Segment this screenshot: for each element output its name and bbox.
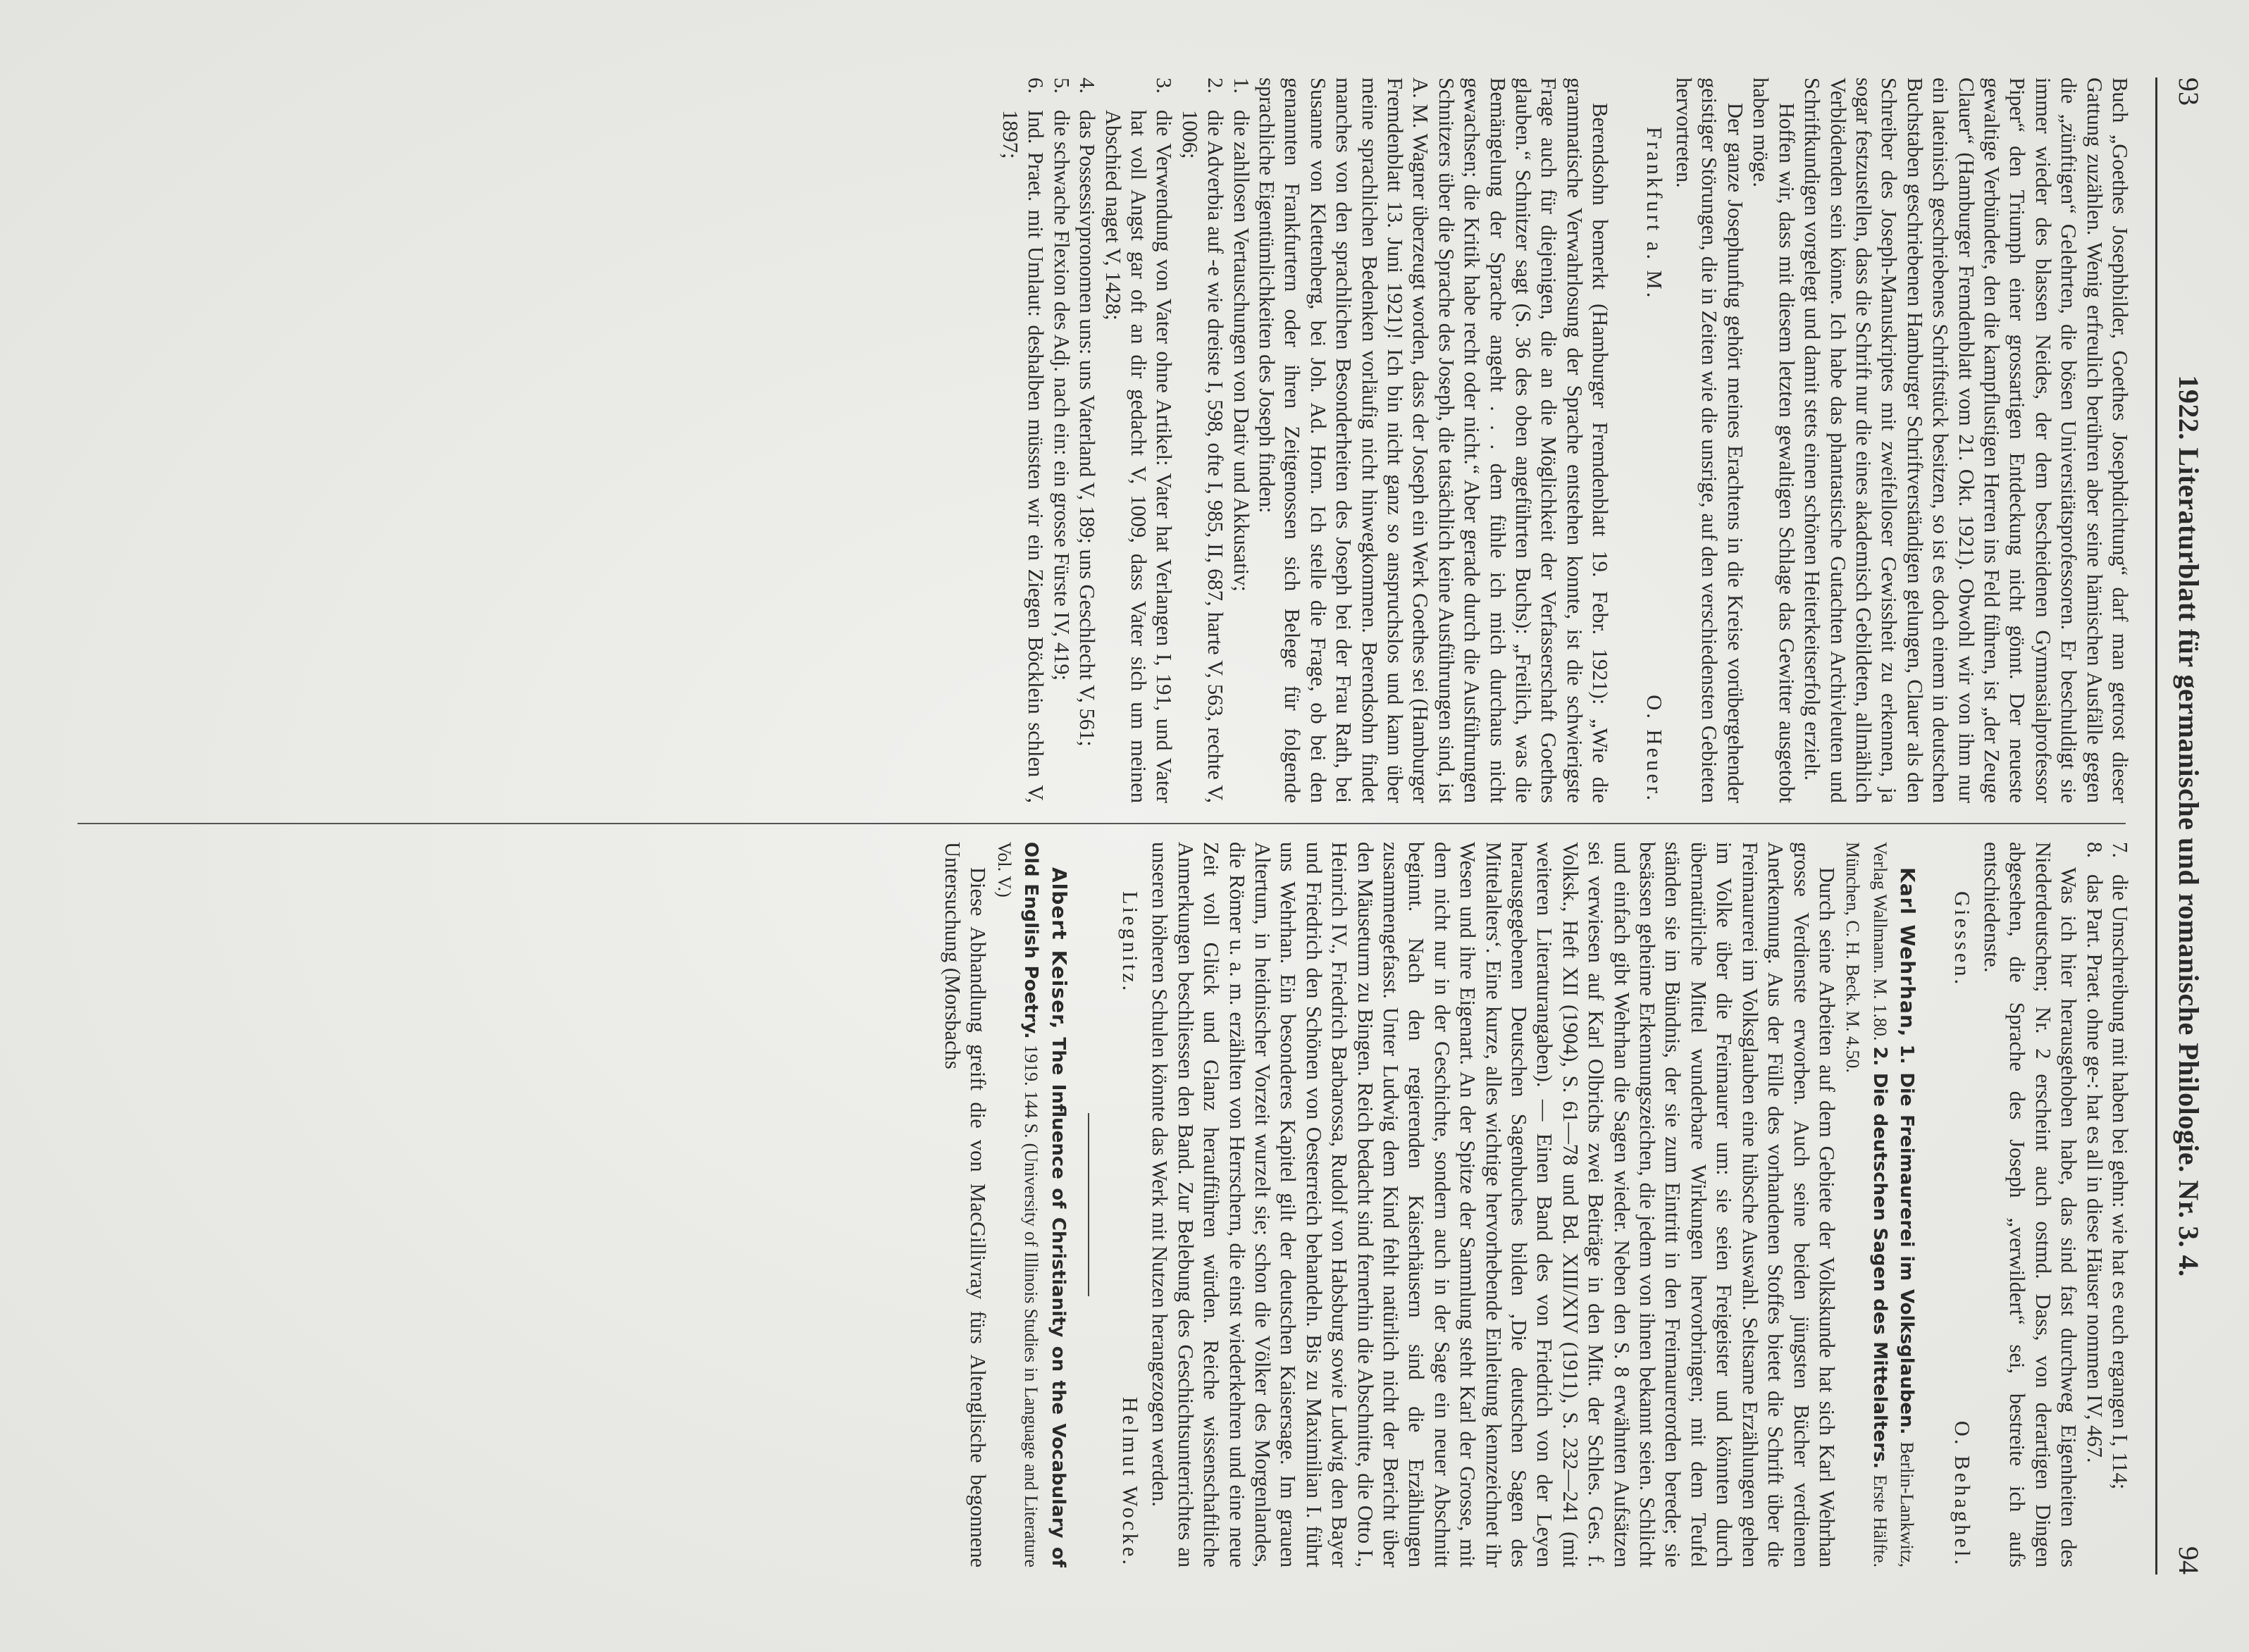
list-number: 3. [1152, 77, 1177, 94]
signature [1117, 842, 1143, 1567]
book-publisher: Berlin-Lankwitz, Verlag Wallmann. M. 1.80. [1869, 842, 1918, 1567]
list-number: 8. [2082, 842, 2107, 858]
list-item [998, 77, 1049, 803]
list-number: 2. [1203, 77, 1228, 94]
paragraph: Der ganze Josephunfug gehört meines Erachtens in die Kreise vorübergehender geistiger Störungen, die in Zeiten wie die unsrige, auf den verschiedensten Gebieten hervortreten. [1672, 77, 1747, 803]
list-item [2081, 842, 2107, 1567]
section-divider [1088, 1113, 1089, 1296]
list-item [1177, 77, 1228, 803]
page-header [2155, 77, 2221, 1575]
paragraph: Buch „Goethes Josephbilder, Goethes Josephdichtung“ darf man getrost dieser Gattung zuzählen. Wenig erfreulich berühren aber seine hämischen Ausfälle gegen die „zünftigen“ Gelehrten, die bösen Universitätsprofessoren. Er beschuldigt sie immer wieder des blassen Neides, der dem bescheidenen Gymnasialprofessor Piper“ den Triumph einer grossartigen Entdeckung nicht gönnt. Der neueste gewaltige Verbündete, den die kampflustigen Herren ins Feld führen, ist „der Zeuge Clauer“ (Hamburger Fremdenblatt vom 21. Okt. 1921). Obwohl wir von ihm nur ein lateinisch geschriebenes Schriftstück besitzen, so ist es doch einem in deutschen Buchstaben geschriebenen Hamburger Schriftverständigen gelungen, Clauer als den Schreiber des Joseph-Manuskriptes mit zweifelloser Gewissheit zu erkennen, ja sogar festzustellen, dass die Schrift nur die eines akademisch Gebildeten, allmählich Verblödenden sein könne. Ich habe das phantastische Gutachten Archivleuten und Schriftkundigen vorgelegt und damit stets einen schönen Heiterkeitserfolg erzielt. [1800, 77, 2132, 803]
book-citation [991, 842, 1072, 1567]
book-title: 1. Die Freimaurerei im Volksglauben. [1896, 1044, 1918, 1435]
list-number: 5. [1049, 77, 1074, 94]
book-author: Albert Keiser, [1047, 867, 1071, 1030]
list-text: die schwache Flexion des Adj. nach ein: ein grosse Fürste IV, 419; [1049, 110, 1074, 681]
signature [1641, 77, 1666, 803]
list-number: 4. [1075, 77, 1100, 94]
journal-title: 1922. Literaturblatt für germanische und romanische Philologie. Nr. 3. 4. [2173, 375, 2205, 1277]
list-item [1228, 77, 1253, 803]
book-title-2: 2. Die deutschen Sagen des Mittelalters. [1869, 1046, 1890, 1470]
signature [1949, 842, 1974, 1567]
paragraph: Diese Abhandlung greift die von MacGillivray fürs Altenglische begonnene Untersuchung (Morsbachs [940, 842, 991, 1567]
page-number-right: 94 [2173, 1546, 2205, 1575]
paragraph: Durch seine Arbeiten auf dem Gebiete der Volkskunde hat sich Karl Wehrhan grosse Verdienste erworben. Auch seine beiden jüngsten Bücher verdienen Anerkennung. Aus der Fülle des vorhandenen Stoffes bietet die Schrift über die Freimaurerei im Volksglauben eine hübsche Auswahl. Seltsame Erzählungen gehen im Volke über die Freimaurer um: sie seien Freigeister und könnten durch übernatürliche Mittel wunderbare Wirkungen hervorbringen; mit dem Teufel ständen sie im Bündnis, der sie zum Eintritt in den Freimaurerorden berede; sie besässen geheime Erkennungszeichen, die jedem von ihnen bekannt seien. Schlicht und einfach gibt Wehrhan die Sagen wieder. Neben den S. 8 erwähnten Aufsätzen sei verwiesen auf Karl Olbrichs zwei Beiträge in den Mitt. der Schles. Ges. f. Volksk., Heft XII (1904), S. 61—78 und Bd. XIII/XIV (1911), S. 232—241 (mit weiteren Literaturangaben). — Einen Band des von Friedrich von der Leyen herausgegebenen Deutschen Sagenbuches bilden ‚Die deutschen Sagen des Mittelalters‘. Eine kurze, alles wichtige hervorhebende Einleitung kennzeichnet ihr Wesen und ihre Eigenart. An der Spitze der Sammlung steht Karl der Grosse, mit dem nicht nur in der Geschichte, sondern auch in der Sage ein neuer Abschnitt beginnt. Nach den regierenden Kaiserhäusern sind die Erzählungen zusammengefasst. Unter Ludwig dem Kind fehlt natürlich nicht der Bericht über den Mäuseturm zu Bingen. Reich bedacht sind fernerhin die Abschnitte, die Otto I., Heinrich IV., Friedrich Barbarossa, Rudolf von Habsburg sowie Ludwig den Bayer und Friedrich den Schönen von Oesterreich behandeln. Bis zu Maximilian I. führt uns Wehrhan. Ein besonderes Kapitel gilt der deutschen Kaisersage. Im grauen Altertum, in heidnischer Vorzeit wurzelt sie; schon die Völker des Morgenlandes, die Römer u. a. m. erzählten von Herrschern, die einst wiederkehren und eine neue Zeit voll Glück und Glanz heraufführen würden. Reiche wissenschaftliche Anmerkungen beschliessen den Band. Zur Belebung des Geschichtsunterrichtes an unseren höheren Schulen könnte das Werk mit Nutzen herangezogen werden. [1148, 842, 1839, 1567]
signature-place: Frankfurt a. M. [1642, 127, 1666, 301]
list-number: 7. [2108, 842, 2132, 858]
list-text: Ind. Praet. mit Umlaut: deshalben müssten wir ein Ziegen Böcklein schlen V, 1897; [998, 110, 1048, 803]
signature-place: Liegnitz. [1117, 891, 1142, 994]
paragraph: Was ich hier herausgehoben habe, das sind fast durchweg Eigenheiten des Niederdeutschen; Nr. 2 erscheint auch ostmd. Dass, von derartigen Dingen abgesehen, die Sprache des Joseph „verwildert“ sei, bestreite ich aufs entschiedenste. [1979, 842, 2081, 1567]
right-column [63, 842, 2133, 1567]
list-item [1074, 77, 1100, 803]
list-text: die Verwendung von Vater ohne Artikel: Vater hat Verlangen I, 191, und Vater hat voll Angst gar oft an dir gedacht V, 1009, dass Vater sich um meinen Abschied naget V, 1428; [1101, 110, 1177, 803]
signature-name: O. Heuer. [1642, 695, 1666, 803]
list-text: das Part. Praet. ohne ge-: hat es all in diese Häuser nommen IV, 467. [2082, 874, 2107, 1463]
page-number-left: 93 [2173, 77, 2205, 106]
book-author: Karl Wehrhan, [1896, 867, 1920, 1038]
left-column [63, 77, 2133, 803]
numbered-list [998, 77, 1254, 803]
list-item [1100, 77, 1177, 803]
list-item [2107, 842, 2133, 1567]
book-publisher: 1919. 144 S. (University of Illinois Studies in Language and Literature Vol. V.) [993, 842, 1042, 1567]
book-title: The Influence of Christianity on the Vocabulary of Old English Poetry. [1020, 842, 1069, 1567]
list-number: 6. [1024, 77, 1048, 94]
book-publisher-2: Erste Hälfte. München, C. H. Beck. M. 4.50. [1842, 842, 1890, 1567]
list-text: die Adverbia auf -e wie dreiste I, 598, ofte I, 985, II, 687, harte V, 563, rechte V, 1006; [1177, 110, 1228, 803]
list-number: 1. [1229, 77, 1253, 94]
list-item [1048, 77, 1074, 803]
list-text: das Possessivpronomen uns: uns Vaterland V, 189; uns Geschlecht V, 561; [1075, 110, 1100, 747]
column-divider [78, 823, 2126, 824]
paragraph: Berendsohn bemerkt (Hamburger Fremdenblatt 19. Febr. 1921): „Wie die grammatische Verwahrlosung der Sprache entstehen konnte, ist die schwierigste Frage auch für diejenigen, die an die Möglichkeit der Verfasserschaft Goethes glauben.“ Schnitzer sagt (S. 36 des oben angeführten Buchs): „Freilich, was die Bemängelung der Sprache angeht . . . dem fühle ich mich durchaus nicht gewachsen; die Kritik habe recht oder nicht.“ Aber gerade durch die Ausführungen Schnitzers über die Sprache des Joseph, die tatsächlich keine Ausführungen sind, ist A. M. Wagner überzeugt worden, dass der Joseph ein Werk Goethes sei (Hamburger Fremdenblatt 13. Juni 1921)! Ich bin nicht ganz so anspruchslos und kann über meine sprachlichen Bedenken vorläufig nicht hinwegkommen. Berendsohn findet manches von den sprachlichen Besonderheiten des Joseph bei der Frau Rath, bei Susanne von Klettenberg, bei Joh. Ad. Horn. Ich stelle die Frage, ob bei den genannten Frankfurtern oder ihren Zeitgenossen sich Belege für folgende sprachliche Eigentümlichkeiten des Joseph finden: [1255, 77, 1613, 803]
list-text: die Umschreibung mit haben bei gehn: wie hat es euch ergangen I, 114; [2108, 874, 2132, 1490]
book-citation [1840, 842, 1921, 1567]
list-text: die zahllosen Vertauschungen von Dativ und Akkusativ; [1229, 110, 1253, 592]
signature-name: O. Behaghel. [1950, 1420, 1974, 1567]
signature-place: Giessen. [1950, 891, 1974, 988]
signature-name: Helmut Wocke. [1117, 1396, 1142, 1567]
paragraph: Hoffen wir, dass mit diesem letzten gewaltigen Schlage das Gewitter ausgetobt haben möge. [1749, 77, 1799, 803]
numbered-list [2081, 842, 2133, 1567]
